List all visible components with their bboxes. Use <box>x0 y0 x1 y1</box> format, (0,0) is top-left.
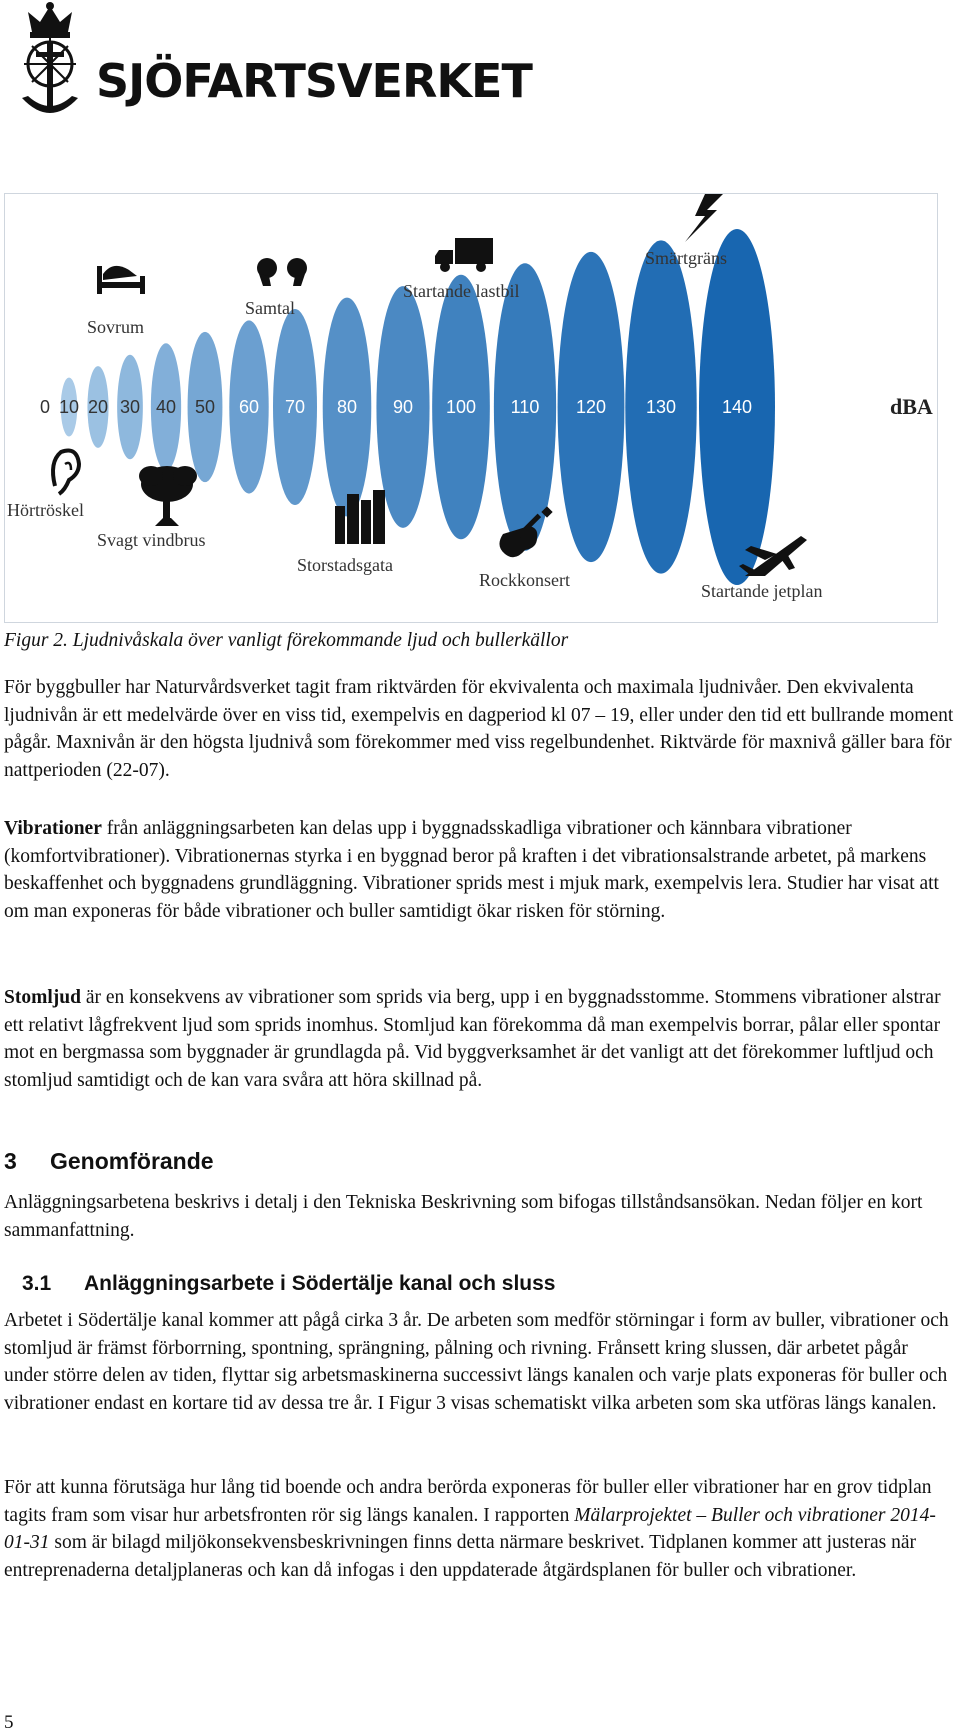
paragraph-stomljud-text: är en konsekvens av vibrationer som sprids via berg, upp i en byggnadsstomme. Stommens vibrationer alstrar ett relativt lågfrekvent ljud som sprids inomhus. Stomljud kan förekomma då man exempelvis borrar, pålar eller spontar mot en bergmassa som byggnader är grundlagda på. Vid byggverksamhet är det vanligt att det förekommer luftljud och stomljud samtidigt och de kan vara svåra att höra skillnad på. <box>4 987 941 1091</box>
scale-value: 40 <box>155 397 177 417</box>
label-svagt-vindbrus: Svagt vindbrus <box>97 530 206 550</box>
crown-anchor-icon <box>10 2 90 132</box>
scale-value: 10 <box>58 397 80 417</box>
scale-value: 20 <box>87 397 109 417</box>
label-startande-jetplan: Startande jetplan <box>701 581 823 601</box>
noise-scale-figure <box>4 193 938 623</box>
paragraph-vibrationer <box>4 815 956 925</box>
scale-value: 60 <box>238 397 260 417</box>
heading-number: 3 <box>4 1148 17 1174</box>
scale-value: 70 <box>284 397 306 417</box>
scale-value: 140 <box>721 397 753 417</box>
term-stomljud: Stomljud <box>4 987 81 1008</box>
page-number: 5 <box>4 1712 14 1733</box>
ear-icon <box>53 451 79 495</box>
label-smartgrans: Smärtgräns <box>645 248 727 268</box>
label-startande-lastbil: Startande lastbil <box>403 281 520 301</box>
label-sovrum: Sovrum <box>87 317 145 337</box>
lightning-icon <box>685 194 723 242</box>
logo-text: SJÖFARTSVERKET <box>96 54 532 108</box>
heads-icon <box>257 258 307 286</box>
label-samtal: Samtal <box>245 298 295 318</box>
subheading-title: Anläggningsarbete i Södertälje kanal och sluss <box>84 1272 556 1295</box>
term-vibrationer: Vibrationer <box>4 818 102 839</box>
bed-icon <box>97 266 145 294</box>
paragraph-vibrationer-text: från anläggningsarbeten kan delas upp i byggnadsskadliga vibrationer och kännbara vibrationer (komfortvibrationer). Vibrationernas styrka i en byggnad beror på kraften i det vibrationsalstrande arbetet, på markens beskaffenhet och byggnadens grundläggning. Vibrationer sprids mest i mjuk mark, exempelvis lera. Studier har visat att om man exponeras för både vibrationer och buller samtidigt ökar risken för störning. <box>4 818 939 922</box>
label-rockkonsert: Rockkonsert <box>479 570 570 590</box>
scale-value: 100 <box>445 397 477 417</box>
scale-value: 130 <box>645 397 677 417</box>
subheading-number: 3.1 <box>22 1272 52 1295</box>
logo <box>10 2 532 132</box>
paragraph-tidplan-a: För att kunna förutsäga hur lång tid boende och andra berörda exponeras för buller eller vibrationer har en grov tidplan tagits fram som visar hur arbetsfronten rör sig längs kanalen. I rapporten <box>4 1477 932 1526</box>
paragraph-tidplan <box>4 1474 956 1584</box>
scale-value: 80 <box>336 397 358 417</box>
paragraph-anlaggningsarbetena: Anläggningsarbetena beskrivs i detalj i den Tekniska Beskrivning som bifogas tillståndsansökan. Nedan följer en kort sammanfattning. <box>4 1192 923 1241</box>
scale-value: 110 <box>510 397 540 417</box>
label-storstadsgata: Storstadsgata <box>297 555 393 575</box>
scale-labels <box>40 397 752 417</box>
scale-value: 30 <box>119 397 141 417</box>
tree-icon <box>139 466 197 526</box>
heading-anlaggningsarbete <box>22 1272 555 1296</box>
scale-value: 90 <box>392 397 414 417</box>
paragraph-tidplan-b: som är bilagd miljökonsekvensbeskrivningen finns detta närmare beskrivet. Tidplanen kommer att justeras när entreprenaderna detaljplaneras och kan då infogas i den uppdaterade åtgärdsplanen för buller och vibrationer. <box>4 1532 916 1581</box>
paragraph-byggbuller: För byggbuller har Naturvårdsverket tagit fram riktvärden för ekvivalenta och maximala ljudnivåer. Den ekvivalenta ljudnivån är ett medelvärde över en viss tid, exempelvis en dagperiod kl 07 – 19, eller under den tid ett bullrande moment pågår. Maxnivån är den högsta ljudnivå som förekommer med viss regelbundenhet. Riktvärde för maxnivå gäller bara för nattperioden (22-07). <box>4 677 954 781</box>
figure-caption: Figur 2. Ljudnivåskala över vanligt förekommande ljud och bullerkällor <box>4 630 569 651</box>
unit-label: dBA <box>890 394 933 419</box>
scale-value: 50 <box>194 397 216 417</box>
heading-genomforande <box>4 1148 214 1175</box>
truck-icon <box>435 238 493 272</box>
heading-title: Genomförande <box>50 1148 214 1174</box>
scale-value: 0 <box>39 397 51 417</box>
paragraph-stomljud <box>4 984 956 1094</box>
label-hortroskel: Hörtröskel <box>7 500 84 520</box>
paragraph-sodertalje-kanal: Arbetet i Södertälje kanal kommer att pågå cirka 3 år. De arbeten som medför störningar i form av buller, vibrationer och stomljud är främst förborrning, spontning, sprängning, pålning och rivning. Frånsett kring slussen, där arbetet pågår under större delen av tiden, flyttar sig arbetsmaskinerna successivt längs kanalen och varje plats exponeras för buller och vibrationer endast en kortare tid av dessa tre år. I Figur 3 visas schematiskt vilka arbeten som ska utföras längs kanalen. <box>4 1310 949 1414</box>
scale-value: 120 <box>575 397 607 417</box>
report-title: Mälarprojektet – Buller och vibrationer 2014-01-31 <box>4 1504 936 1553</box>
